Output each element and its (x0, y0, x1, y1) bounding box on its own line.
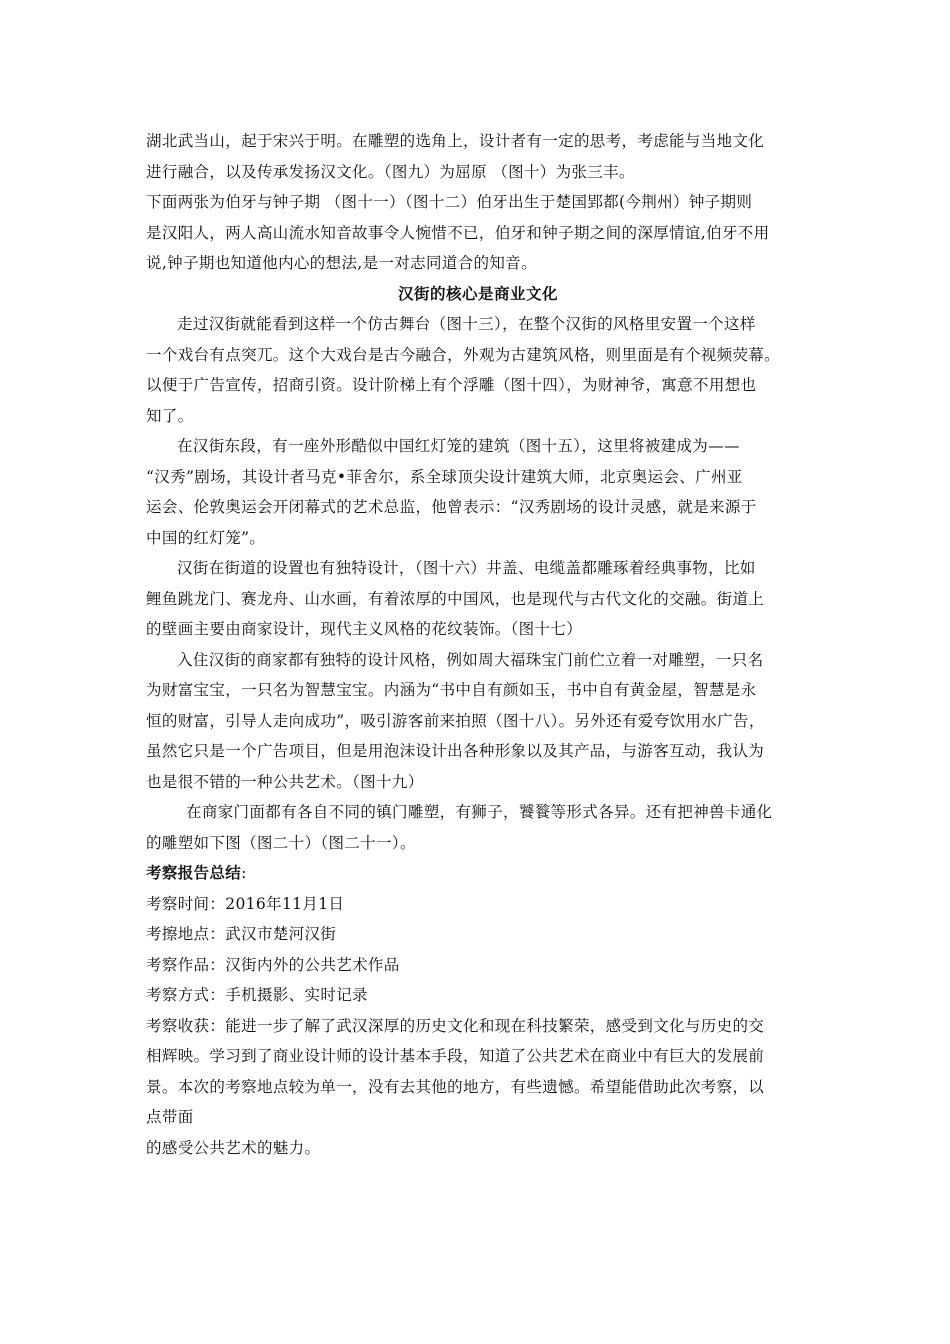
summary-item: 考察方式：手机摄影、实时记录 (146, 986, 368, 1004)
section-title: 汉街的核心是商业文化 (397, 284, 558, 303)
paragraph-line: 恒的财富，引导人走向成功”，吸引游客前来拍照（图十八）。另外还有爱夸饮用水广告， (146, 711, 765, 730)
summary-item: 考察时间：2016年11月1日 (146, 894, 345, 913)
paragraph-line: 入住汉街的商家都有独特的设计风格，例如周大福珠宝门前伫立着一对雕塑，一只名 (177, 650, 764, 669)
summary-item: 考察作品：汉街内外的公共艺术作品 (146, 955, 400, 974)
summary-harvest-line: 点带面 (146, 1108, 194, 1126)
paragraph-line: 为财富宝宝，一只名为智慧宝宝。内涵为“书中自有颜如玉，书中自有黄金屋，智慧是永 (146, 681, 757, 699)
document-page (146, 126, 810, 1163)
summary-harvest-line: 相辉映。学习到了商业设计师的设计基本手段，知道了公共艺术在商业中有巨大的发展前 (146, 1047, 765, 1065)
paragraph (146, 309, 810, 431)
intro-line: 湖北武当山，起于宋兴于明。在雕塑的选角上，设计者有一定的思考，考虑能与当地文化 (146, 132, 765, 150)
paragraph-line: 鲤鱼跳龙门、赛龙舟、山水画，有着浓厚的中国风，也是现代与古代文化的交融。街道上 (146, 589, 765, 608)
paragraph-line: 汉街在街道的设置也有独特设计，（图十六）井盖、电缆盖都雕琢着经典事物，比如 (177, 559, 756, 577)
paragraph-line: 运会、伦敦奥运会开闭幕式的艺术总监，他曾表示：“汉秀剧场的设计灵感，就是来源于 (146, 498, 757, 516)
summary-harvest-line: 景。本次的考察地点较为单一，没有去其他的地方，有些遗憾。希望能借助此次考察，以 (146, 1077, 765, 1096)
summary-block (146, 858, 810, 1163)
intro-line: 是汉阳人，两人高山流水知音故事令人惋惜不已，伯牙和钟子期之间的深厚情谊,伯牙不用 (146, 223, 770, 242)
paragraph-line: “汉秀”剧场，其设计者马克•菲舍尔，系全球顶尖设计建筑大师，北京奥运会、广州亚 (146, 467, 743, 486)
paragraph (146, 797, 810, 858)
paragraph-line: 知了。 (146, 406, 194, 425)
summary-harvest-line: 考察收获：能进一步了解了武汉深厚的历史文化和现在科技繁荣，感受到文化与历史的交 (146, 1016, 765, 1035)
paragraph (146, 431, 810, 553)
summary-item: 考擦地点：武汉市楚河汉街 (146, 925, 337, 943)
paragraph-line: 的雕塑如下图（图二十）（图二十一）。 (146, 833, 416, 852)
intro-line: 下面两张为伯牙与钟子期 （图十一）（图十二）伯牙出生于楚国郢都(今荆州）钟子期则 (146, 193, 753, 211)
paragraph-line: 在汉街东段，有一座外形酷似中国红灯笼的建筑（图十五），这里将被建成为—— (177, 437, 740, 455)
summary-title-text: 考察报告总结 (146, 864, 242, 882)
paragraph-line: 的壁画主要由商家设计，现代主义风格的花纹装饰。（图十七） (146, 620, 583, 638)
paragraph-line: 一个戏台有点突兀。这个大戏台是古今融合，外观为古建筑风格，则里面是有个视频荧幕。 (146, 345, 781, 364)
paragraph (146, 553, 810, 645)
summary-harvest-line: 的感受公共艺术的魅力。 (146, 1138, 321, 1157)
intro-line: 说,钟子期也知道他内心的想法,是一对志同道合的知音。 (146, 254, 537, 272)
paragraph (146, 645, 810, 798)
summary-title (146, 858, 810, 889)
paragraph-line: 中国的红灯笼”。 (146, 528, 266, 547)
summary-title-colon: : (241, 864, 247, 882)
paragraph-line: 走过汉街就能看到这样一个仿古舞台（图十三），在整个汉街的风格里安置一个这样 (177, 315, 756, 333)
intro-line: 进行融合，以及传承发扬汉文化。（图九）为屈原 （图十）为张三丰。 (146, 162, 635, 181)
paragraph-line: 也是很不错的一种公共艺术。（图十九） (146, 772, 424, 791)
paragraph-line: 在商家门面都有各自不同的镇门雕塑，有狮子，饕餮等形式各异。还有把神兽卡通化 (186, 803, 773, 821)
intro-block (146, 126, 810, 279)
paragraph-line: 以便于广告宣传，招商引资。设计阶梯上有个浮雕（图十四），为财神爷，寓意不用想也 (146, 376, 757, 394)
paragraph-line: 虽然它只是一个广告项目，但是用泡沫设计出各种形象以及其产品，与游客互动，我认为 (146, 742, 765, 760)
